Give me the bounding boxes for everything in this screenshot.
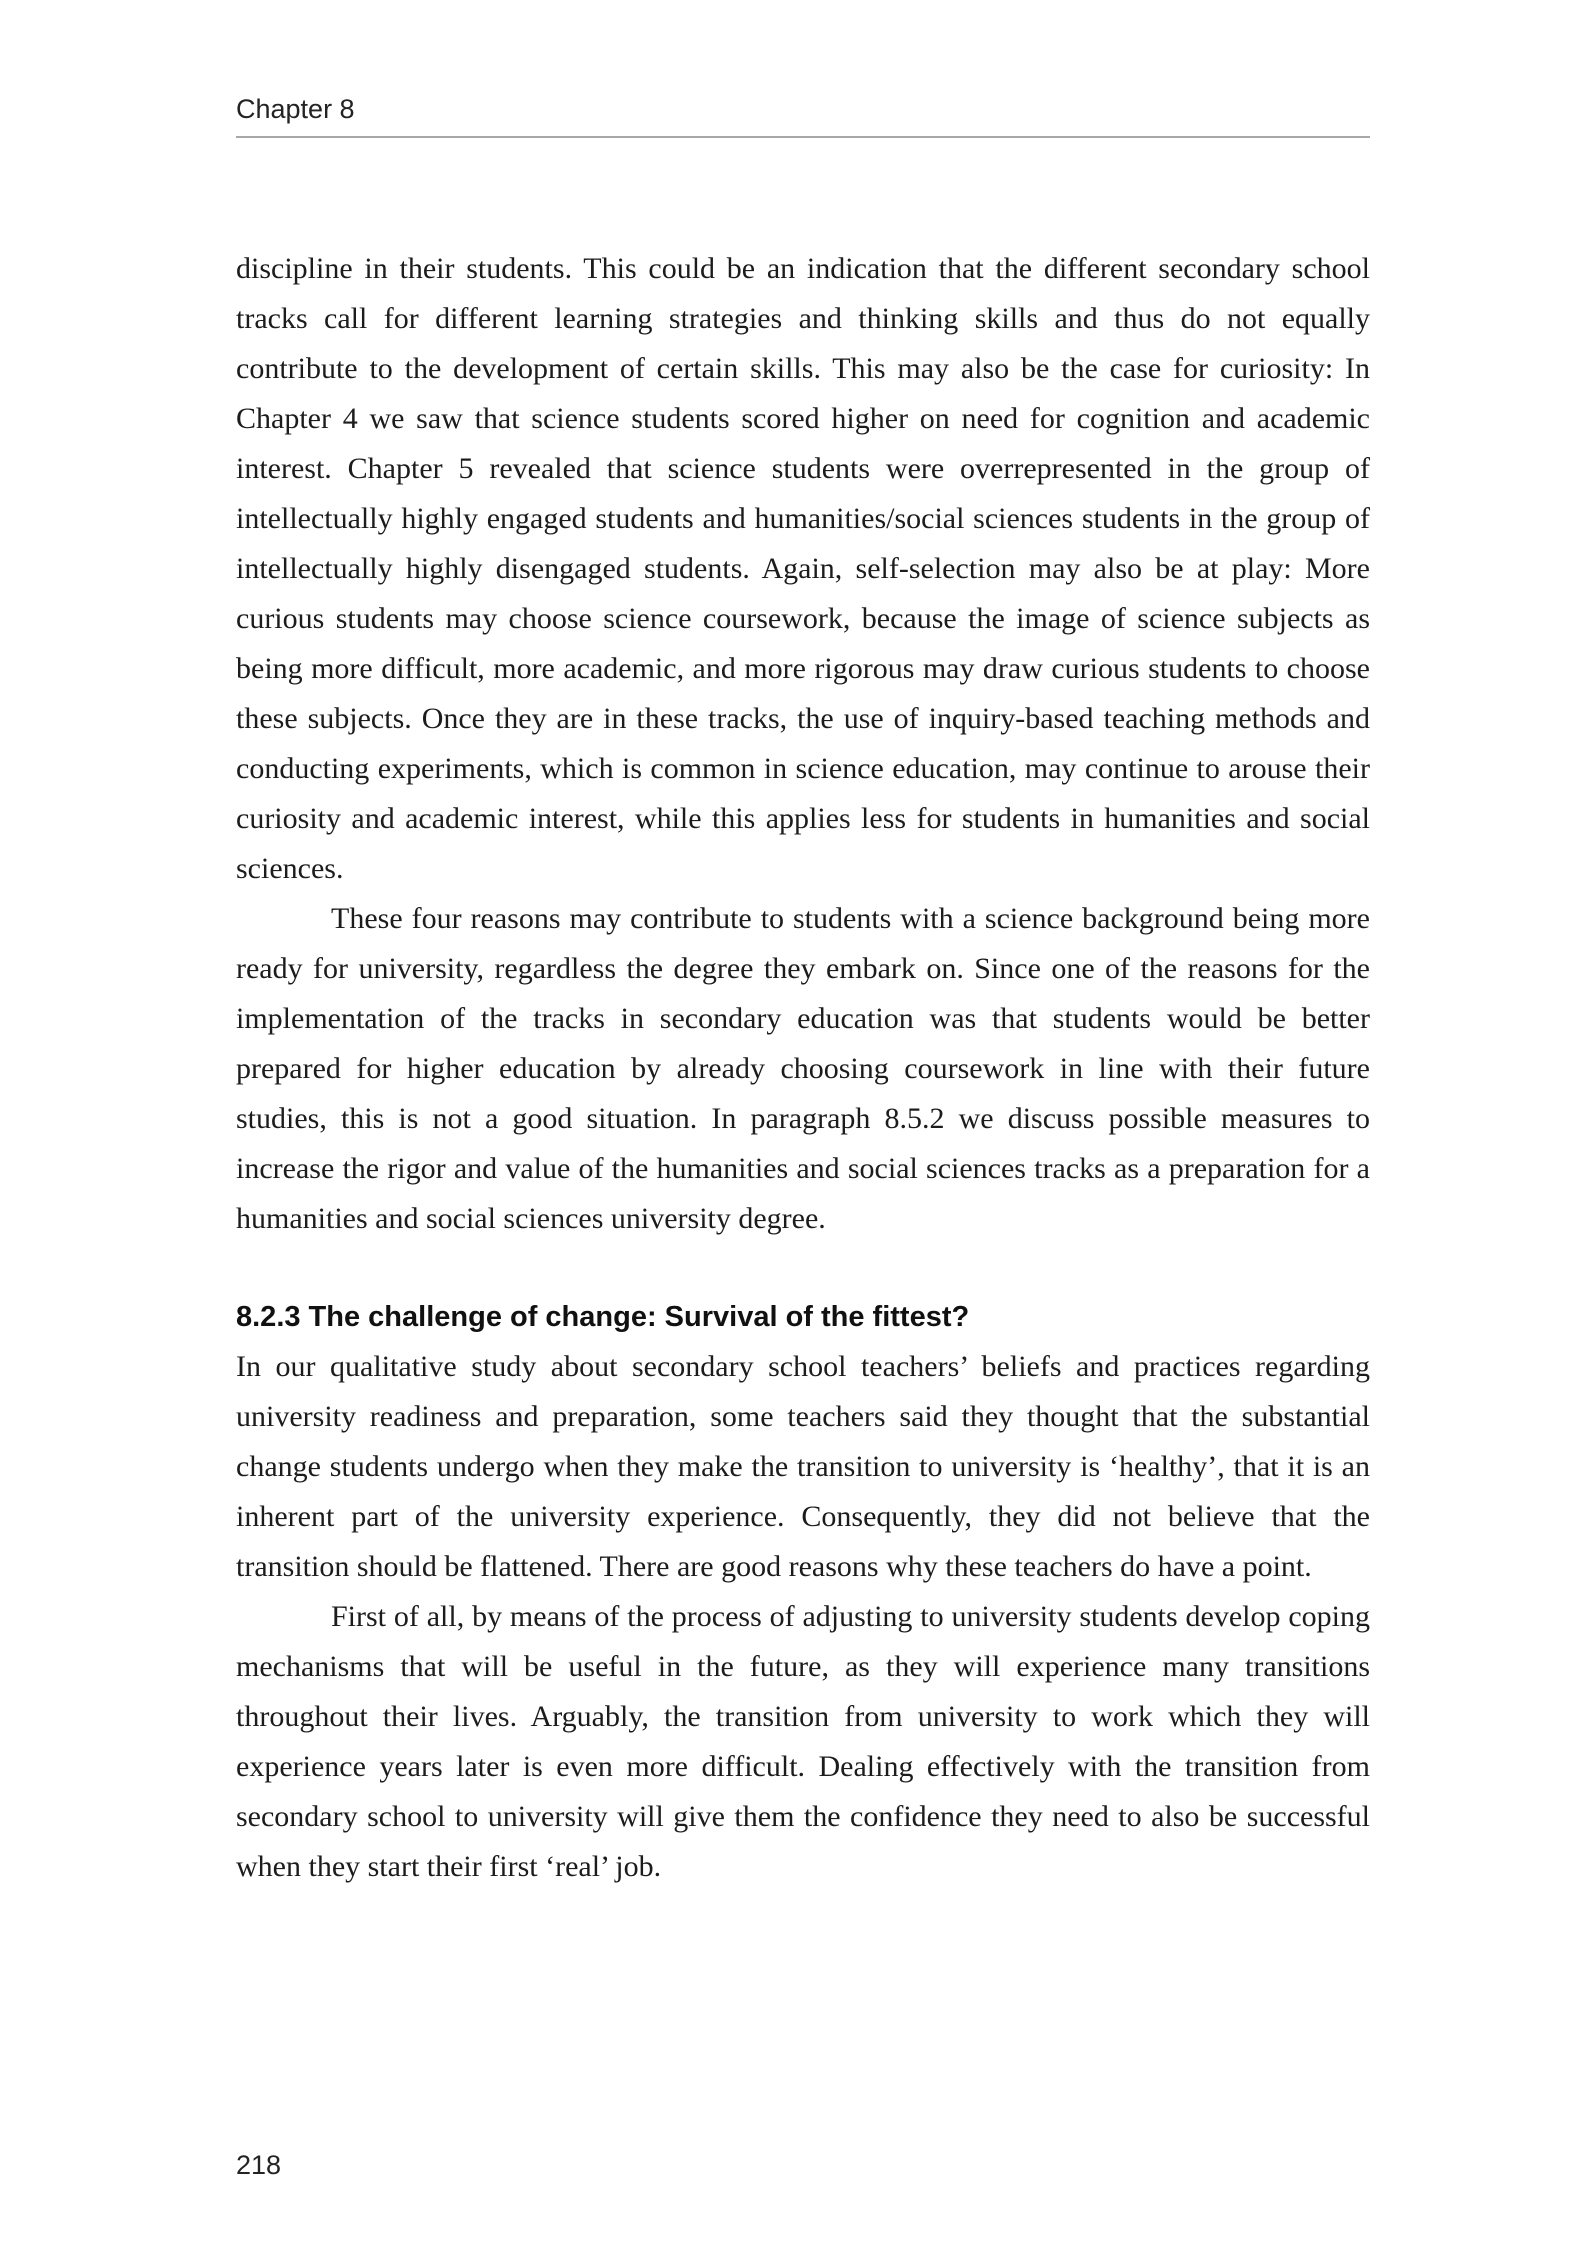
body-paragraph: First of all, by means of the process of adjusting to university students develop coping mechanisms that will be useful in the future, as they will experience many transitions throughout their lives. Arguably, the transition from university to work which they will experience years later is even more difficult. Dealing effectively with the transition from secondary school to university will give them the confidence they need to also be successful when they start their first ‘real’ job. bbox=[236, 1600, 1370, 1883]
page-footer bbox=[236, 2148, 281, 2182]
body-paragraph: These four reasons may contribute to students with a science background being more ready for university, regardless the degree they embark on. Since one of the reasons for the implementation of the tracks in secondary education was that students would be better prepared for higher education by already choosing coursework in line with their future studies, this is not a good situation. In paragraph 8.5.2 we discuss possible measures to increase the rigor and value of the humanities and social sciences tracks as a preparation for a humanities and social sciences university degree. bbox=[236, 902, 1370, 1235]
header-divider bbox=[236, 136, 1370, 138]
body-paragraph: discipline in their students. This could be an indication that the different secondary school tracks call for different learning strategies and thinking skills and thus do not equally contribute to the development of certain skills. This may also be the case for curiosity: In Chapter 4 we saw that science students scored higher on need for cognition and academic interest. Chapter 5 revealed that science students were overrepresented in the group of intellectually highly engaged students and humanities/social sciences students in the group of intellectually highly disengaged students. Again, self-selection may also be at play: More curious students may choose science coursework, because the image of science subjects as being more difficult, more academic, and more rigorous may draw curious students to choose these subjects. Once they are in these tracks, the use of inquiry-based teaching methods and conducting experiments, which is common in science education, may continue to arouse their curiosity and academic interest, while this applies less for students in humanities and social sciences. bbox=[236, 252, 1370, 885]
page-number: 218 bbox=[236, 2150, 282, 2180]
running-header-chapter: Chapter 8 bbox=[236, 94, 355, 124]
section-heading: 8.2.3 The challenge of change: Survival of the fittest? bbox=[236, 1301, 970, 1333]
page-body bbox=[236, 244, 1370, 1892]
body-paragraph: In our qualitative study about secondary school teachers’ beliefs and practices regarding university readiness and preparation, some teachers said they thought that the substantial change students undergo when they make the transition to university is ‘healthy’, that it is an inherent part of the university experience. Consequently, they did not believe that the transition should be flattened. There are good reasons why these teachers do have a point. bbox=[236, 1350, 1370, 1583]
